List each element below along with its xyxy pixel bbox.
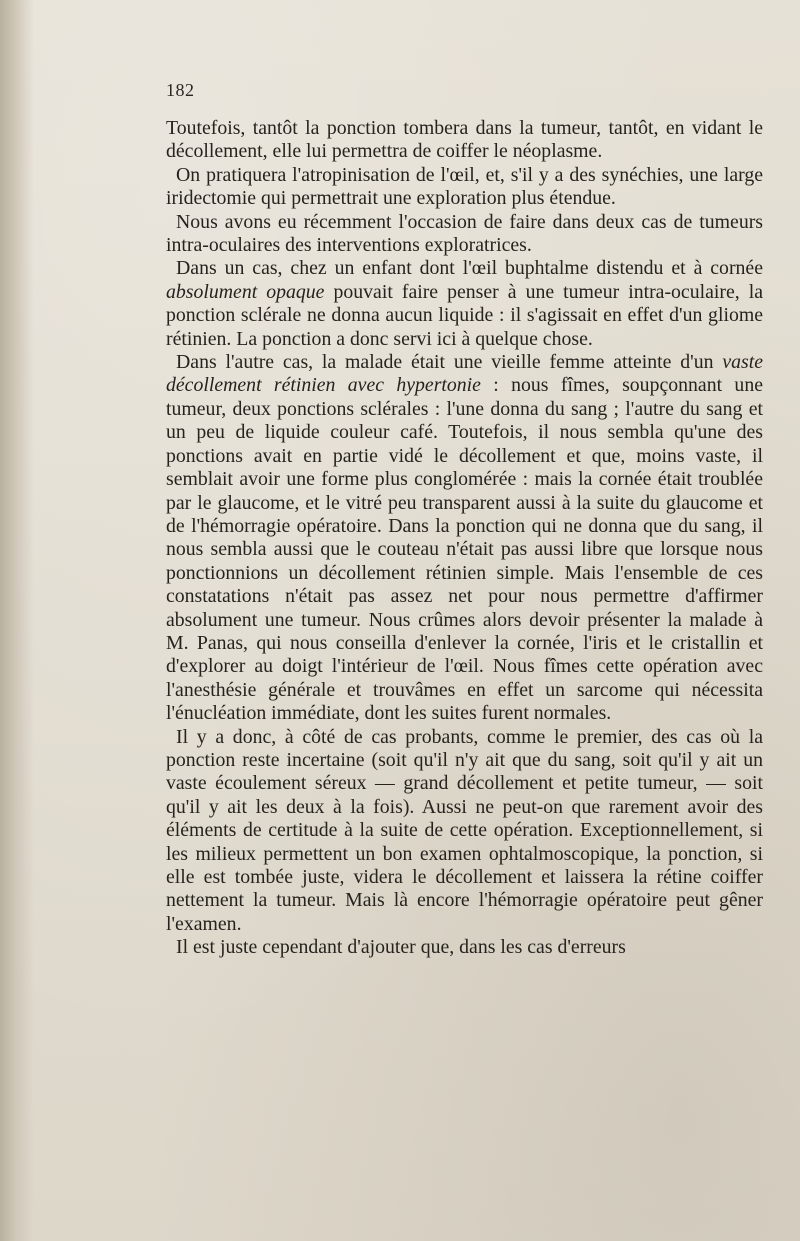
paragraph-7: Il est juste cependant d'ajouter que, dans les cas d'erreurs: [176, 936, 626, 959]
paragraph-4-after: pouvait faire penser à une tumeur intra-oculaire, la ponction sclérale ne donna aucun liquide : il s'agissait en effet d'un gliome rétinien. La ponction a donc servi ici à quelque chose.: [166, 280, 763, 350]
page-number: 182: [166, 80, 195, 100]
paragraph-4-italic: absolument opaque: [166, 280, 325, 303]
paragraph-5-after: : nous fîmes, soupçonnant une tumeur, deux ponctions sclérales : l'une donna du sang ; l'autre du sang et un peu de liquide couleur café. Toutefois, il nous sembla qu'une des ponctions avait en partie vidé le décollement et que, moins vaste, il semblait avoir une forme plus conglomérée : mais la cornée était troublée par le glaucome, et le vitré peu transparent aussi à la suite du glaucome et de l'hémorragie opératoire. Dans la ponction qui ne donna que du sang, il nous sembla aussi que le couteau n'était pas aussi libre que lorsque nous ponctionnions un décollement rétinien simple. Mais l'ensemble de ces constatations n'était pas assez net pour nous permettre d'affirmer absolument une tumeur. Nous crûmes alors devoir présenter la malade à M. Panas, qui nous conseilla d'enlever la cornée, l'iris et le cristallin et d'explorer au doigt l'intérieur de l'œil. Nous fîmes cette opération avec l'anesthésie générale et trouvâmes en effet un sarcome qui nécessita l'énucléation immédiate, dont les suites furent normales.: [166, 374, 763, 725]
paragraph-2: On pratiquera l'atropinisation de l'œil, et, s'il y a des synéchies, une large iridectomie qui permettrait une exploration plus étendue.: [166, 163, 763, 210]
paragraph-3: Nous avons eu récemment l'occasion de faire dans deux cas de tumeurs intra-oculaires des interventions exploratrices.: [166, 210, 763, 257]
page-edge-shadow: [0, 0, 34, 1241]
paragraph-1: Toutefois, tantôt la ponction tombera dans la tumeur, tantôt, en vidant le décollement, elle lui permettra de coiffer le néoplasme.: [166, 117, 763, 163]
paragraph-4-before: Dans un cas, chez un enfant dont l'œil buphtalme distendu et à cornée: [176, 257, 763, 280]
paragraph-5-italic: vaste décollement rétinien avec hypertonie: [166, 351, 763, 397]
paragraph-5-before: Dans l'autre cas, la malade était une vieille femme atteinte d'un: [176, 351, 723, 374]
body-text: [166, 117, 763, 960]
paragraph-4: [166, 257, 763, 351]
paragraph-5: [166, 351, 763, 726]
paragraph-6: Il y a donc, à côté de cas probants, comme le premier, des cas où la ponction reste incertaine (soit qu'il n'y ait que du sang, soit qu'il y ait un vaste écoulement séreux — grand décollement et petite tumeur, — soit qu'il y ait les deux à la fois). Aussi ne peut-on que rarement avoir des éléments de certitude à la suite de cette opération. Exceptionnellement, si les milieux permettent un bon examen ophtalmoscopique, la ponction, si elle est tombée juste, videra le décollement et laissera la rétine coiffer nettement la tumeur. Mais là encore l'hémorragie opératoire peut gêner l'examen.: [166, 725, 763, 935]
